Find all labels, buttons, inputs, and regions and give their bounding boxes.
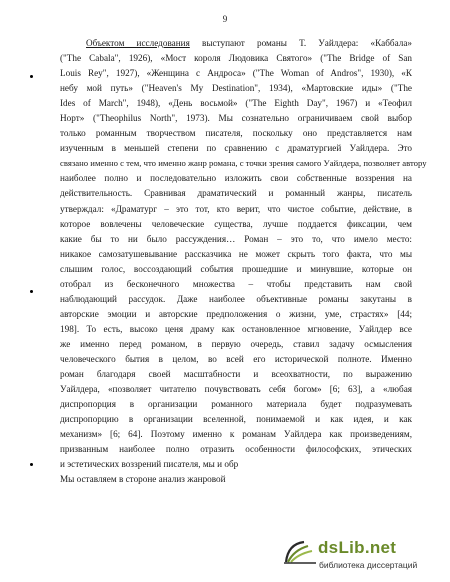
text-line: которое вовлечены человеческие существа, лучше поддается фиксации, чем	[60, 218, 412, 229]
text-line: человеческого бытия в целом, во всей его исторической полноте. Именно	[60, 353, 412, 364]
text-line: изученным в меньшей степени по сравнению с драматургией Уайлдера. Это	[60, 143, 412, 154]
dslib-logo-icon	[282, 536, 322, 566]
text-line: 198]. То есть, высоко ценя драму как остановленное мгновение, Уайлдер все	[60, 323, 412, 334]
text-line: диспропорция в организации романного материала будет подразумевать	[60, 399, 412, 410]
page-number: 9	[222, 14, 228, 24]
text-line: действительность. Сравнивая драматический и романный жанры, писатель	[60, 188, 412, 199]
margin-mark	[30, 463, 33, 466]
text-line: диспропорцию в организации вселенной, понимаемой и как идея, и как	[60, 414, 412, 425]
text-line: ("The Cabala", 1926), «Мост короля Людовика Святого» ("The Bridge of San	[60, 53, 412, 64]
text-line: механизм» [6; 64]. Поэтому именно к романам Уайлдера как произведениям,	[60, 429, 412, 440]
text-line: же именно перед романом, в первую очередь, ставил задачу осмысления	[60, 338, 412, 349]
text-line: наиболее полно и последовательно изложить свои собственные воззрения на	[60, 173, 412, 184]
text-line: Мы оставляем в стороне анализ жанровой	[60, 474, 226, 485]
text-line: наблюдающий рассудок. Даже наиболее объективные романы закутаны в	[60, 293, 412, 304]
text-line: Объектом исследования выступают романы Т. Уайлдера: «Каббала»	[86, 38, 412, 48]
text-line: связано именно с тем, что именно жанр романа, с точки зрения самого Уайлдера, позволяет автору	[60, 158, 427, 169]
text-line: отобрал из бесконечного множества – чтобы представить нам свой	[60, 278, 412, 289]
heading-term: Объектом исследования	[86, 38, 190, 48]
text-line: Норт» ("Theophilus North", 1973). Мы сознательно ограничиваем свой выбор	[60, 113, 412, 124]
watermark-subtitle: библиотека диссертаций	[319, 560, 418, 570]
text-line: Louis Rey", 1927), «Женщина с Андроса» ("The Woman of Andros", 1930), «К	[60, 68, 412, 79]
watermark-title: dsLib.net	[318, 538, 397, 557]
text-line: какие бы то ни было рассуждения… Роман – это то, что имело место:	[60, 233, 412, 244]
text-line: Уайлдера, «позволяет читателю почувствовать себя богом» [6; 63], а «любая	[60, 384, 412, 395]
body-text	[60, 36, 427, 487]
text-line: Ides of March", 1948), «День восьмой» ("The Eighth Day", 1967) и «Теофил	[60, 98, 412, 109]
text-line: авторские эмоции и авторские предположения о жизни, уме, страстях» [44;	[60, 308, 412, 319]
text-line: слышим голос, воссоздающий события прошедшие и минувшие, которые он	[60, 263, 412, 274]
watermark	[282, 536, 442, 576]
text-line: роман благодаря своей масштабности и всеохватности, по выражению	[60, 369, 412, 380]
text-line: призванным наиболее полно отразить особенности философских, этических	[60, 444, 412, 455]
text-line: только романным творчеством писателя, поскольку оно представляется нам	[60, 128, 412, 139]
text-line: утверждал: «Драматург – это тот, кто верит, что чистое событие, действие, в	[60, 203, 412, 214]
text-line: никакое самозатушевывание рассказчика не может скрыть того факта, что мы	[60, 248, 412, 259]
text-line: и эстетических воззрений писателя, мы и обр	[60, 459, 239, 470]
text-line: небу мой путь» ("Heaven's My Destination", 1934), «Мартовские иды» ("The	[60, 83, 412, 94]
margin-mark	[30, 75, 33, 78]
margin-mark	[30, 290, 33, 293]
